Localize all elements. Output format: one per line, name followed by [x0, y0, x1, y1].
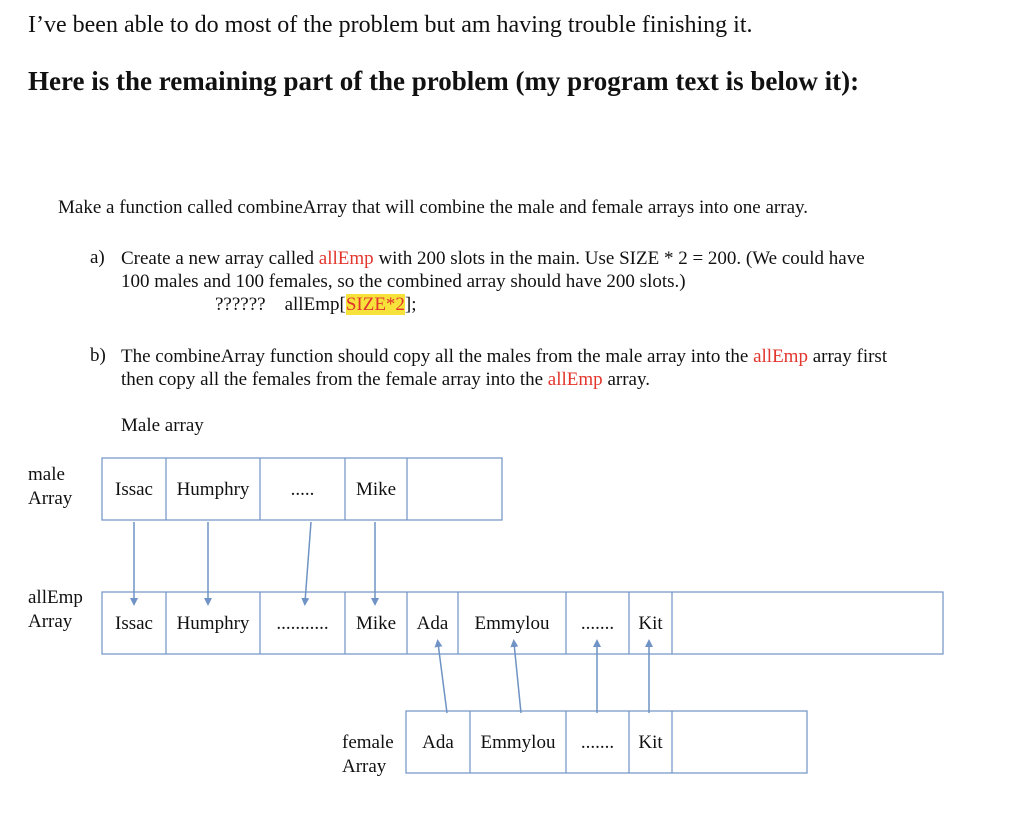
female-array-cell-0: Ada [422, 732, 454, 753]
allemp-array-cell-5: Emmylou [474, 613, 550, 634]
female-array-boxes [406, 711, 807, 773]
male-array-title: Male array [121, 415, 204, 436]
male-array-label-line-2: Array [28, 488, 73, 509]
code-declaration-start: ?????? allEmp[ [215, 294, 346, 315]
allemp-array-cell-4: Ada [416, 613, 449, 634]
allemp-array-cell-1: Humphry [176, 613, 250, 634]
code-declaration-end: ]; [404, 294, 417, 315]
male-array-cell-2: ..... [290, 479, 315, 500]
item-b-allemp-term-2: allEmp [547, 369, 603, 390]
allemp-array-label-line-2: Array [28, 611, 73, 632]
female-array-cell-2: ....... [580, 732, 615, 753]
item-a-label: a) [90, 247, 105, 268]
item-b-line-1-end: array first [807, 346, 888, 367]
item-b-label: b) [90, 345, 106, 366]
item-b-allemp-term-1: allEmp [753, 346, 808, 367]
male-array-boxes [102, 458, 502, 520]
allemp-array-boxes [102, 592, 943, 654]
female-array-cell-3: Kit [638, 732, 663, 753]
allemp-array-cell-2: ........... [276, 613, 329, 634]
code-size-highlight: SIZE*2 [345, 294, 405, 315]
copy-arrow-male-ellipsis [305, 522, 311, 602]
female-array-label-line-1: female [342, 732, 394, 753]
intro-text: I’ve been able to do most of the problem but am having trouble finishing it. [28, 12, 753, 38]
item-a-line-1-end: with 200 slots in the main. Use SIZE * 2 = 200. (We could have [373, 248, 865, 269]
item-b-line-2-end: array. [602, 369, 650, 390]
item-a-line-2: 100 males and 100 females, so the combined array should have 200 slots.) [121, 271, 686, 292]
allemp-array-cell-6: ....... [580, 613, 615, 634]
item-a-line-1-start: Create a new array called [121, 248, 319, 269]
male-array-label-line-1: male [28, 464, 65, 485]
allemp-array-label-line-1: allEmp [28, 587, 83, 608]
item-b-line-2-start: then copy all the females from the female array into the [121, 369, 548, 390]
item-b-line-1-start: The combineArray function should copy all the males from the male array into the [121, 346, 754, 367]
task-statement: Make a function called combineArray that will combine the male and female arrays into one array. [58, 197, 809, 218]
female-array-cell-1: Emmylou [480, 732, 556, 753]
allemp-array-cell-7: Kit [638, 613, 663, 634]
allemp-array-cell-0: Issac [115, 613, 153, 634]
male-array-cell-3: Mike [355, 479, 397, 500]
female-array-label-line-2: Array [342, 756, 387, 777]
male-array-cell-0: Issac [115, 479, 153, 500]
male-array-cell-1: Humphry [176, 479, 250, 500]
item-a-allemp-term: allEmp [318, 248, 374, 269]
section-heading: Here is the remaining part of the problem (my program text is below it): [28, 66, 860, 96]
allemp-array-cell-3: Mike [355, 613, 397, 634]
